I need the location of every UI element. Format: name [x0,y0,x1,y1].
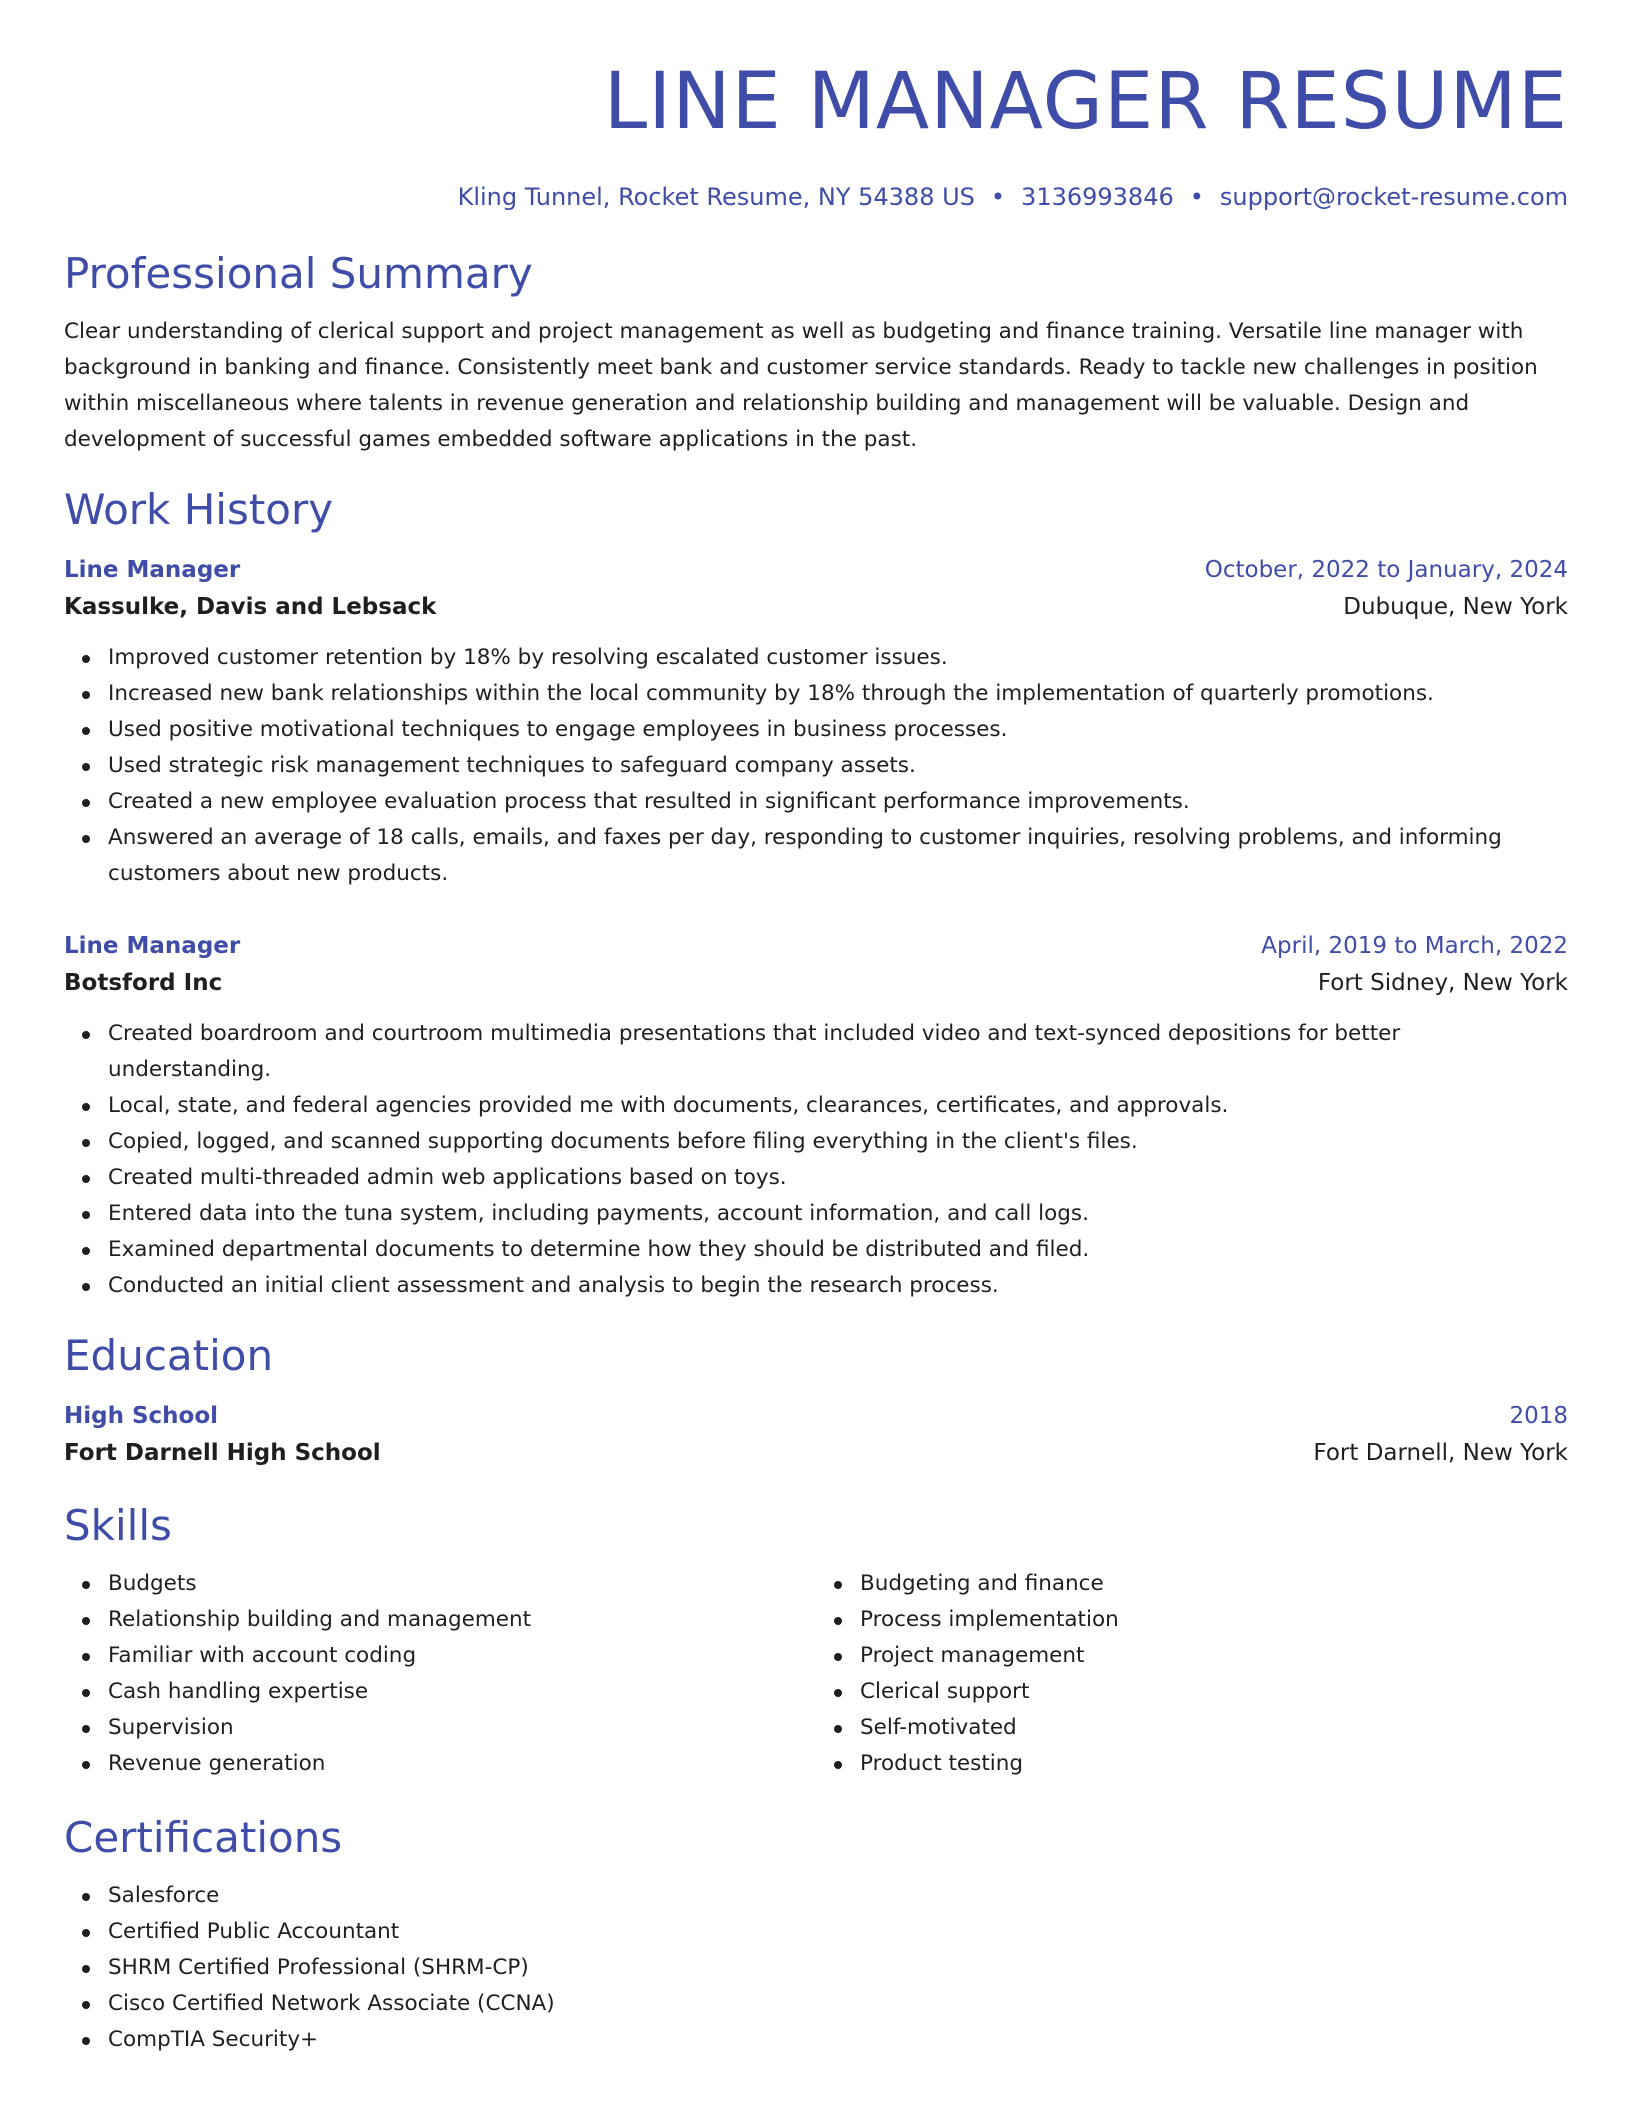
job-bullet: Local, state, and federal agencies provided me with documents, clearances, certificates, and approvals. [108,1088,1568,1124]
job-bullet: Answered an average of 18 calls, emails, and faxes per day, responding to customer inquiries, resolving problems, and informing customers about new products. [108,820,1568,892]
education-heading: Education [64,1331,274,1380]
contact-separator: • [1189,183,1204,211]
job-entry [64,928,1568,1304]
skills-grid [64,1566,1568,1782]
contact-separator: • [990,183,1006,211]
job-bullet: Created multi-threaded admin web applications based on toys. [108,1160,1568,1196]
job-bullet: Increased new bank relationships within the local community by 18% through the implementation of quarterly promotions. [108,676,1568,712]
job-bullet: Created a new employee evaluation process that resulted in significant performance improvements. [108,784,1568,820]
job-bullet: Used strategic risk management techniques to safeguard company assets. [108,748,1568,784]
job-location: Fort Sidney, New York [1317,970,1568,996]
certification-item: Cisco Certified Network Associate (CCNA) [108,1986,1568,2022]
job-bullet: Entered data into the tuna system, including payments, account information, and call logs. [108,1196,1568,1232]
skill-item: Budgets [108,1566,816,1602]
education-school: Fort Darnell High School [64,1440,381,1466]
job-bullet: Examined departmental documents to determine how they should be distributed and filed. [108,1232,1568,1268]
skill-item: Process implementation [860,1602,1568,1638]
contact-phone: 3136993846 [1021,183,1174,211]
work-history-heading: Work History [64,485,334,534]
job-bullet: Improved customer retention by 18% by resolving escalated customer issues. [108,640,1568,676]
job-title: Line Manager [64,933,241,959]
job-bullet: Used positive motivational techniques to engage employees in business processes. [108,712,1568,748]
certifications-list [64,1878,1568,2058]
job-dates: April, 2019 to March, 2022 [1261,933,1568,959]
skill-item: Revenue generation [108,1746,816,1782]
job-entry [64,552,1568,892]
contact-email: support@rocket-resume.com [1219,183,1568,211]
skill-item: Product testing [860,1746,1568,1782]
skill-item: Budgeting and finance [860,1566,1568,1602]
education-location: Fort Darnell, New York [1313,1440,1568,1466]
skill-item: Relationship building and management [108,1602,816,1638]
skill-item: Self-motivated [860,1710,1568,1746]
skills-column-right [816,1566,1568,1782]
job-employer: Botsford Inc [64,970,223,996]
education-degree: High School [64,1403,219,1429]
certification-item: CompTIA Security+ [108,2022,1568,2058]
job-dates: October, 2022 to January, 2024 [1204,557,1568,583]
skill-item: Familiar with account coding [108,1638,816,1674]
job-title: Line Manager [64,557,241,583]
education-entry [64,1398,1568,1472]
certification-item: Certified Public Accountant [108,1914,1568,1950]
certifications-heading: Certifications [64,1813,343,1862]
skills-heading: Skills [64,1501,172,1550]
resume-title: LINE MANAGER RESUME [603,57,1568,147]
job-employer: Kassulke, Davis and Lebsack [64,594,437,620]
certification-item: SHRM Certified Professional (SHRM-CP) [108,1950,1568,1986]
skills-column-left [64,1566,816,1782]
job-location: Dubuque, New York [1343,594,1568,620]
certification-item: Salesforce [108,1878,1568,1914]
summary-text: Clear understanding of clerical support and project management as well as budgeting and finance training. Versatile line manager with background in banking and finance. Consistently meet bank and customer service standards. Ready to tackle new challenges in position within miscellaneous where talents in revenue generation and relationship building and management will be valuable. Design and development of successful games embedded software applications in the past. [64,319,1538,452]
job-bullet: Copied, logged, and scanned supporting documents before filing everything in the client's files. [108,1124,1568,1160]
skill-item: Supervision [108,1710,816,1746]
contact-address: Kling Tunnel, Rocket Resume, NY 54388 US [457,183,975,211]
job-bullets [64,1016,1568,1304]
skill-item: Project management [860,1638,1568,1674]
job-bullet: Created boardroom and courtroom multimedia presentations that included video and text-synced depositions for better understanding. [108,1016,1568,1088]
contact-line [64,182,1568,212]
education-year: 2018 [1509,1403,1568,1429]
job-bullets [64,640,1568,892]
summary-heading: Professional Summary [64,249,533,298]
skill-item: Clerical support [860,1674,1568,1710]
job-bullet: Conducted an initial client assessment and analysis to begin the research process. [108,1268,1568,1304]
skill-item: Cash handling expertise [108,1674,816,1710]
